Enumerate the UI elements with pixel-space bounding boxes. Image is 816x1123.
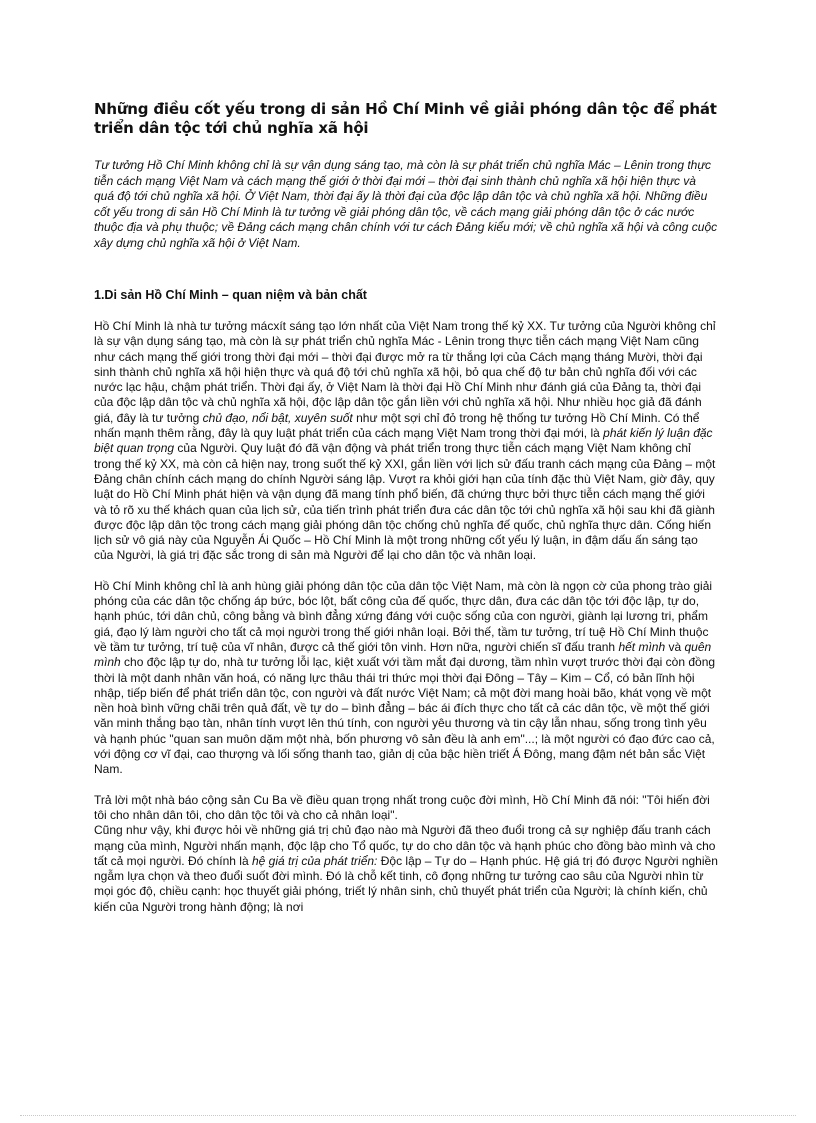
page-bottom-divider xyxy=(20,1115,796,1116)
document-abstract: Tư tưởng Hồ Chí Minh không chỉ là sự vận dụng sáng tạo, mà còn là sự phát triển chủ nghĩa Mác – Lênin trong thực tiễn cách mạng Việt Nam và cách mạng thế giới ở thời đại mới – thời đại sinh thành chủ nghĩa xã hội hiện thực và quá độ tới chủ nghĩa xã hội. Ở Việt Nam, thời đại ấy là thời đại của độc lập dân tộc và chủ nghĩa xã hội. Những điều cốt yếu trong di sản Hồ Chí Minh là tư tưởng về giải phóng dân tộc, về cách mạng giải phóng dân tộc ở các nước thuộc địa và phụ thuộc; về Đảng cách mạng chân chính với tư cách Đảng kiểu mới; về chủ nghĩa xã hội và công cuộc xây dựng chủ nghĩa xã hội ở Việt Nam. xyxy=(94,158,718,250)
paragraph-4-emphasis: hệ giá trị của phát triển: xyxy=(251,853,378,868)
paragraph-2 xyxy=(94,579,718,778)
paragraph-3: Trả lời một nhà báo cộng sản Cu Ba về điều quan trọng nhất trong cuộc đời mình, Hồ Chí Minh đã nói: "Tôi hiến đời tôi cho nhân dân tôi, cho dân tộc tôi và cho cả nhân loại". xyxy=(94,792,710,822)
paragraph-1-emphasis-a: chủ đạo, nổi bật, xuyên suốt xyxy=(202,410,353,425)
paragraph-2-text-a: Hồ Chí Minh không chỉ là anh hùng giải phóng dân tộc của dân tộc Việt Nam, mà còn là ngọn cờ của phong trào giải phóng của các dân tộc chống áp bức, bóc lột, bất công của đế quốc, thực dân, đưa các dân tộc tới độc lập, tự do, hạnh phúc, tới dân chủ, công bằng và bình đẳng xứng đáng với cuộc sống của con người, giành lại lương tri, phẩm giá, đạo lý làm người cho tất cả mọi người trong thế giới nhân loại. Bởi thế, tầm tư tưởng, trí tuệ Hồ Chí Minh thuộc về tầm tư tưởng, trí tuệ của vĩ nhân, được cả thế giới tôn vinh. Hơn nữa, người chiến sĩ đấu tranh xyxy=(94,578,713,654)
paragraph-2-text-c: cho độc lập tự do, nhà tư tưởng lỗi lạc, kiệt xuất với tầm mắt đại dương, tầm nhìn vượt trước thời đại còn đồng thời là một danh nhân văn hoá, có năng lực thâu thái tri thức mọi thời đại Đông – Tây – Kim – Cổ, có bản lĩnh hội nhập, tiếp biến để phát triển dân tộc, con người và đất nước Việt Nam; cả một đời mang hoài bão, khát vọng về một nền hoà bình vững chãi trên quả đất, về tự do – bình đẳng – bác ái đích thực cho tất cả các dân tộc, về một thế giới văn minh thắng bạo tàn, nhân tính vượt lên thú tính, con người yêu thương và tin cậy lẫn nhau, sống trong tình yêu và hạnh phúc "quan san muôn dặm một nhà, bốn phương vô sản đều là anh em"...; là một người có đạo đức cao cả, với động cơ vĩ đại, cao thượng và lối sống thanh tao, giản dị của bậc hiền triết Á Đông, mang đậm nét bản sắc Việt Nam. xyxy=(94,655,716,777)
paragraph-2-emphasis-b: quên mình xyxy=(94,639,712,670)
paragraph-2-emphasis-a: hết mình xyxy=(618,639,666,654)
section-1-heading: 1.Di sản Hồ Chí Minh – quan niệm và bản chất xyxy=(94,288,367,302)
paragraph-1-emphasis-b: phát kiến lý luận đặc biệt quan trọng xyxy=(94,426,713,456)
paragraph-2-text-b: và xyxy=(665,639,685,654)
paragraph-1-text-b: như một sợi chỉ đỏ trong hệ thống tư tưởng Hồ Chí Minh. Có thể nhấn mạnh thêm rằng, đây là quy luật phát triển của cách mạng Việt Nam trong thời đại mới, là xyxy=(94,410,700,441)
paragraph-4 xyxy=(94,823,718,915)
document-page xyxy=(94,100,718,930)
document-title: Những điều cốt yếu trong di sản Hồ Chí Minh về giải phóng dân tộc để phát triển dân tộc tới chủ nghĩa xã hội xyxy=(94,100,717,137)
paragraph-4-text-a: Cũng như vậy, khi được hỏi về những giá trị chủ đạo nào mà Người đã theo đuổi trong cả sự nghiệp đấu tranh cách mạng của mình, Người nhấn mạnh, độc lập cho Tổ quốc, tự do cho dân tộc và hạnh phúc cho đồng bào mình và cho tất cả mọi người. Đó chính là xyxy=(94,823,716,868)
paragraph-4-text-b: Độc lập – Tự do – Hạnh phúc. Hệ giá trị đó được Người nghiền ngẫm lựa chọn và theo đuổi suốt đời mình. Đó là chỗ kết tinh, cô đọng những tư tưởng cao sâu của Người nhìn từ mọi góc độ, chiều cạnh: học thuyết giải phóng, triết lý nhân sinh, chủ thuyết phát triển của Người; là chính kiến, chủ kiến của Người trong hành động; là nơi xyxy=(94,853,718,914)
paragraph-1-text-a: Hồ Chí Minh là nhà tư tưởng mácxít sáng tạo lớn nhất của Việt Nam trong thế kỷ XX. Tư tưởng của Người không chỉ là sự vận dụng sáng tạo, mà còn là sự phát triển chủ nghĩa Mác - Lênin trong thực tiễn cách mạng Việt Nam cũng như cách mạng thế giới trong thời đại mới – thời đại được mở ra từ thắng lợi của Cách mạng tháng Mười, thời đại sinh thành chủ nghĩa xã hội hiện thực và quá độ tới chủ nghĩa xã hội, bỏ qua chế độ tư bản chủ nghĩa đối với các nước lạc hậu, chậm phát triển. Thời đại ấy, ở Việt Nam là thời đại Hồ Chí Minh như đánh giá của Đảng ta, thời đại của độc lập dân tộc và chủ nghĩa xã hội, độc lập dân tộc gắn liền với chủ nghĩa xã hội. Như nhiều học giả đã đánh giá, đây là tư tưởng xyxy=(94,319,716,425)
paragraph-1 xyxy=(94,319,718,564)
paragraph-1-text-c: của Người. Quy luật đó đã vận động và phát triển trong thực tiễn cách mạng Việt Nam không chỉ trong thế kỷ XX, mà còn cả hiện nay, trong suốt thế kỷ XXI, gắn liền với lịch sử đấu tranh cách mạng của Đảng – một Đảng chân chính cách mạng do chính Người sáng lập. Vượt ra khỏi giới hạn của tính đặc thù Việt Nam, giờ đây, quy luật do Hồ Chí Minh phát hiện và vận dụng đã mang tính phổ biến, đã chứng thực bởi thực tiễn cách mạng thế giới và tỏ rõ xu thế khách quan của lịch sử, của tiến trình phát triển đưa các dân tộc tới chủ nghĩa xã hội sau khi đã giành được độc lập dân tộc trong cách mạng giải phóng dân tộc chống chủ nghĩa đế quốc, chủ nghĩa thực dân. Cống hiến lịch sử vô giá này của Nguyễn Ái Quốc – Hồ Chí Minh là một trong những cốt yếu lý luận, in đậm dấu ấn sáng tạo của Người, là giá trị đặc sắc trong di sản mà Người để lại cho dân tộc và nhân loại. xyxy=(94,441,716,563)
